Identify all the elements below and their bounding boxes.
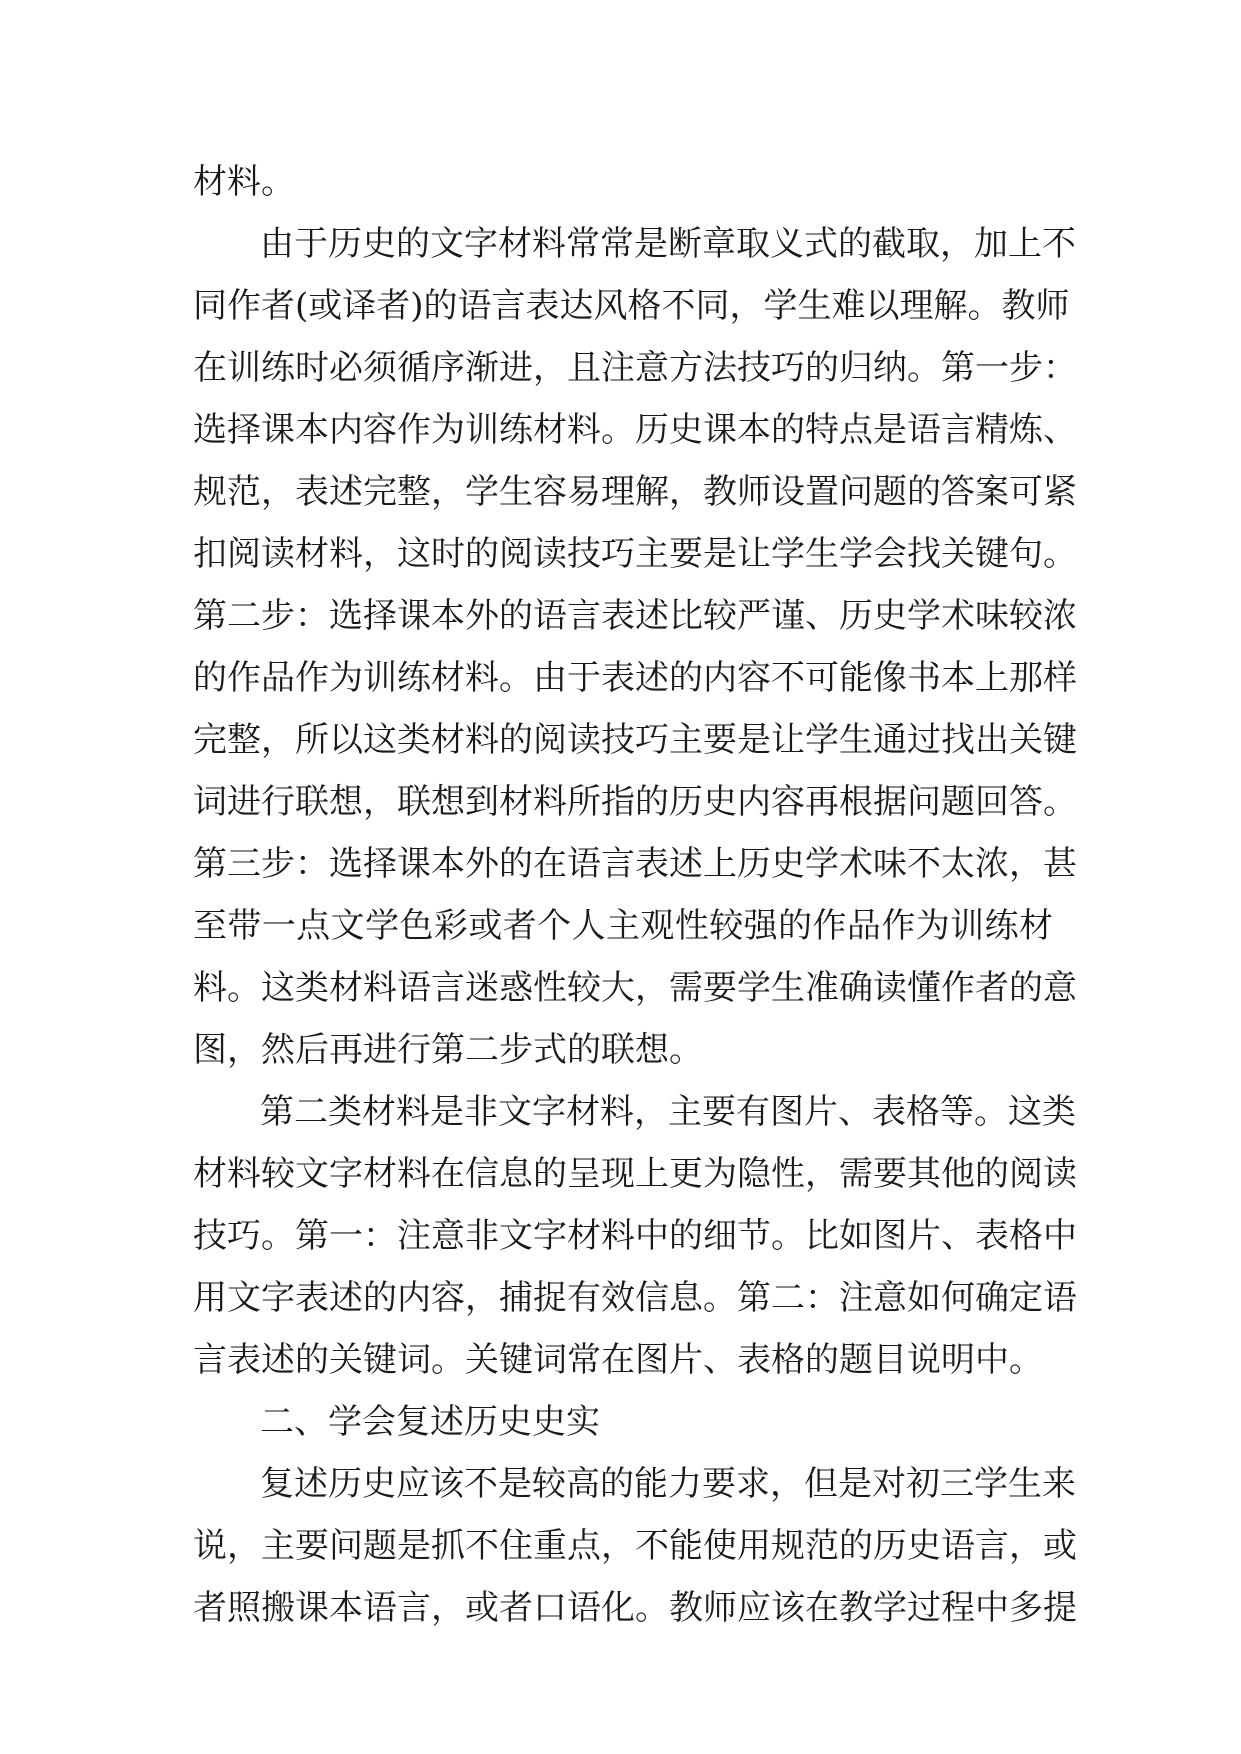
text-line: 至带一点文学色彩或者个人主观性较强的作品作为训练材 xyxy=(193,906,1053,946)
text-line: 同作者(或译者)的语言表达风格不同，学生难以理解。教师 xyxy=(193,286,1070,326)
text-line: 词进行联想，联想到材料所指的历史内容再根据问题回答。 xyxy=(193,782,1077,822)
text-line: 材料较文字材料在信息的呈现上更为隐性，需要其他的阅读 xyxy=(193,1154,1077,1194)
text-line: 选择课本内容作为训练材料。历史课本的特点是语言精炼、 xyxy=(193,410,1077,450)
text-line: 第二步：选择课本外的语言表述比较严谨、历史学术味较浓 xyxy=(193,596,1077,636)
text-line: 复述历史应该不是较高的能力要求，但是对初三学生来 xyxy=(260,1464,1076,1504)
text-line: 说，主要问题是抓不住重点，不能使用规范的历史语言，或 xyxy=(193,1526,1077,1566)
text-line: 料。这类材料语言迷惑性较大，需要学生准确读懂作者的意 xyxy=(193,968,1077,1008)
text-line: 由于历史的文字材料常常是断章取义式的截取，加上不 xyxy=(260,224,1076,264)
text-line: 者照搬课本语言，或者口语化。教师应该在教学过程中多提 xyxy=(193,1588,1077,1628)
text-line: 技巧。第一：注意非文字材料中的细节。比如图片、表格中 xyxy=(193,1216,1077,1256)
text-line: 材料。 xyxy=(193,162,295,202)
text-line: 第三步：选择课本外的在语言表述上历史学术味不太浓，甚 xyxy=(193,844,1077,884)
section-heading: 二、学会复述历史史实 xyxy=(260,1402,600,1442)
text-line: 用文字表述的内容，捕捉有效信息。第二：注意如何确定语 xyxy=(193,1278,1077,1318)
text-line: 规范，表述完整，学生容易理解，教师设置问题的答案可紧 xyxy=(193,472,1077,512)
text-line: 扣阅读材料，这时的阅读技巧主要是让学生学会找关键句。 xyxy=(193,534,1077,574)
text-line: 的作品作为训练材料。由于表述的内容不可能像书本上那样 xyxy=(193,658,1077,698)
text-line: 第二类材料是非文字材料，主要有图片、表格等。这类 xyxy=(260,1092,1076,1132)
text-line: 图，然后再进行第二步式的联想。 xyxy=(193,1030,703,1070)
text-line: 完整，所以这类材料的阅读技巧主要是让学生通过找出关键 xyxy=(193,720,1077,760)
text-line: 言表述的关键词。关键词常在图片、表格的题目说明中。 xyxy=(193,1340,1043,1380)
text-line: 在训练时必须循序渐进，且注意方法技巧的归纳。第一步： xyxy=(193,348,1077,388)
